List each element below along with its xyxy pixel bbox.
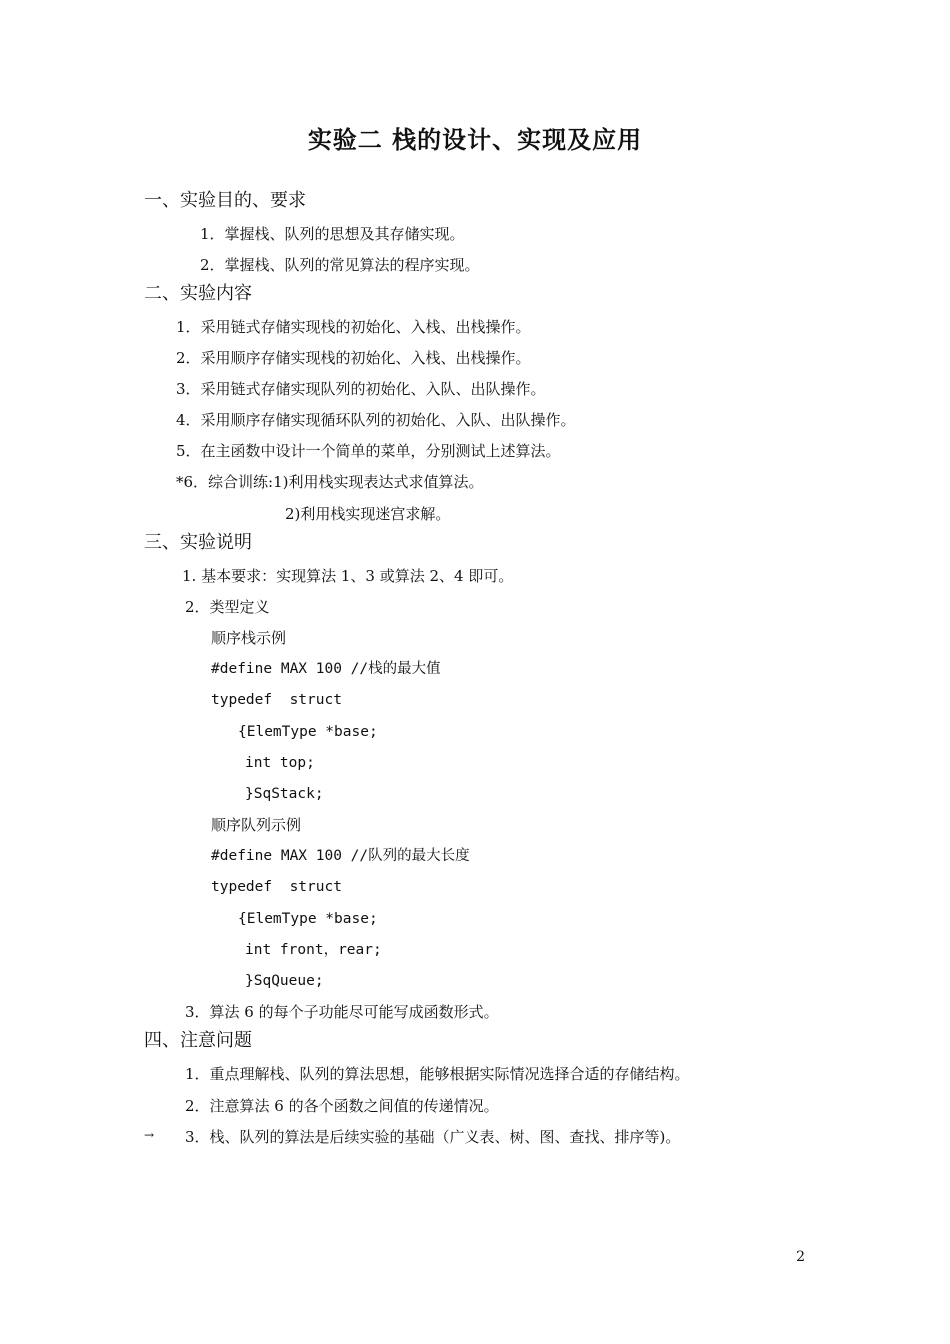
list-item: 1. 基本要求：实现算法 1、3 或算法 2、4 即可。 <box>182 567 514 585</box>
list-item: *6．综合训练:1)利用栈实现表达式求值算法。 <box>176 473 484 491</box>
code-line: #define MAX 100 //队列的最大长度 <box>211 848 470 864</box>
section-heading-notes: 三、实验说明 <box>144 532 252 553</box>
list-item: 2．采用顺序存储实现栈的初始化、入栈、出栈操作。 <box>176 349 531 367</box>
list-item: 4．采用顺序存储实现循环队列的初始化、入队、出队操作。 <box>176 411 576 429</box>
list-item: 3．算法 6 的每个子功能尽可能写成函数形式。 <box>185 1003 499 1021</box>
code-line: }SqStack; <box>245 786 324 802</box>
section-heading-purpose: 一、实验目的、要求 <box>144 190 306 211</box>
list-item: 1．掌握栈、队列的思想及其存储实现。 <box>200 225 465 243</box>
list-item: 3．采用链式存储实现队列的初始化、入队、出队操作。 <box>176 380 546 398</box>
code-line: typedef struct <box>211 692 342 708</box>
paragraph-arrow-icon: → <box>144 1128 155 1142</box>
code-line: int front，rear; <box>245 942 382 958</box>
code-line: #define MAX 100 //栈的最大值 <box>211 661 441 677</box>
code-line: typedef struct <box>211 879 342 895</box>
section-heading-content: 二、实验内容 <box>144 283 252 304</box>
code-line: {ElemType *base; <box>238 911 378 927</box>
code-caption: 顺序队列示例 <box>211 816 302 834</box>
list-item: 2．注意算法 6 的各个函数之间值的传递情况。 <box>185 1097 499 1115</box>
code-line: int top; <box>245 755 315 771</box>
list-item: 3．栈、队列的算法是后续实验的基础（广义表、树、图、查找、排序等)。 <box>185 1128 681 1146</box>
page-number: 2 <box>796 1249 805 1265</box>
list-item: 2．掌握栈、队列的常见算法的程序实现。 <box>200 256 480 274</box>
list-item: 1．采用链式存储实现栈的初始化、入栈、出栈操作。 <box>176 318 531 336</box>
code-caption: 顺序栈示例 <box>211 629 287 647</box>
list-item: 2)利用栈实现迷宫求解。 <box>285 505 451 523</box>
code-line: }SqQueue; <box>245 973 324 989</box>
section-heading-attention: 四、注意问题 <box>144 1030 252 1051</box>
list-item: 2．类型定义 <box>185 598 270 616</box>
list-item: 5．在主函数中设计一个简单的菜单，分别测试上述算法。 <box>176 442 561 460</box>
list-item: 1．重点理解栈、队列的算法思想，能够根据实际情况选择合适的存储结构。 <box>185 1065 690 1083</box>
page-title: 实验二 栈的设计、实现及应用 <box>307 126 643 154</box>
code-line: {ElemType *base; <box>238 724 378 740</box>
